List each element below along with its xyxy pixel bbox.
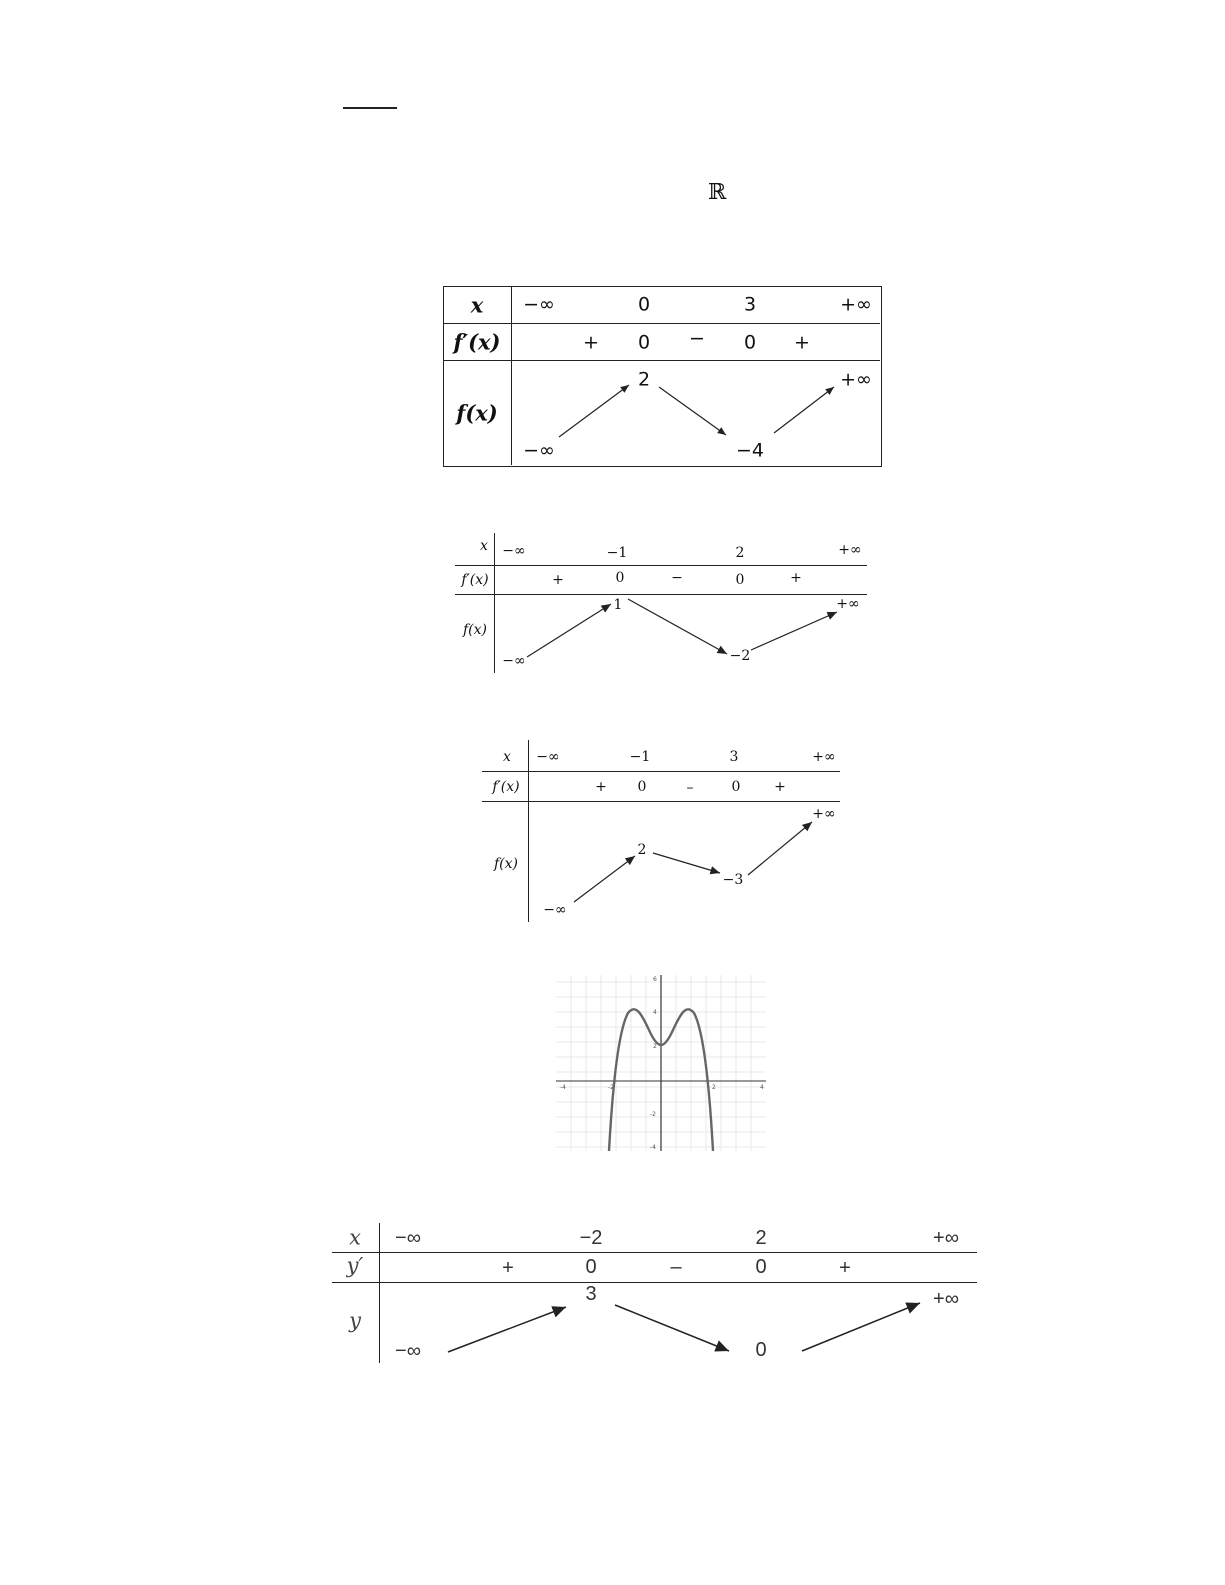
function-value: +∞ [812,806,836,822]
derivative-sign: – [686,780,694,796]
derivative-sign: + [502,1257,514,1279]
x-value: −∞ [502,543,526,559]
derivative-sign: + [774,779,786,795]
derivative-sign: 0 [637,779,647,795]
function-value: −∞ [502,653,526,669]
function-value: +∞ [840,368,872,391]
x-value: −∞ [395,1227,421,1249]
x-value: −1 [606,545,628,561]
y-tick-label: -4 [650,1144,656,1151]
arrow-increasing [748,822,812,875]
function-value: −∞ [523,439,555,462]
y-tick-label: -2 [650,1111,656,1118]
x-value: 3 [743,293,757,316]
row-label-x: x [349,1225,361,1250]
arrow-increasing [527,604,611,657]
y-tick-label: 6 [653,976,657,983]
y-tick-label: 2 [653,1043,657,1050]
arrow-decreasing [659,387,726,435]
row-label-derivative: y′ [346,1253,364,1278]
x-value: −∞ [536,749,560,765]
function-value: 3 [585,1283,597,1305]
variation-arrows [482,740,842,922]
variation-table-2 [455,533,867,673]
row-label-derivative: f′(x) [492,779,520,795]
function-value: −∞ [395,1340,421,1362]
function-value: 0 [755,1339,767,1361]
function-value: 2 [637,842,647,858]
x-value: −∞ [523,293,555,316]
x-tick-label: -4 [560,1084,566,1091]
arrow-increasing [774,387,834,433]
x-value: 2 [735,545,745,561]
function-value: −∞ [543,902,567,918]
derivative-sign: 0 [615,570,625,586]
function-value: −2 [729,648,751,664]
derivative-sign: + [595,779,607,795]
derivative-sign: + [839,1257,851,1279]
row-label-x: x [480,538,488,554]
arrow-increasing [448,1307,566,1352]
variation-table-1 [443,286,882,467]
derivative-sign: − [671,570,683,586]
variation-arrows [444,287,880,465]
variation-arrows [332,1223,977,1363]
x-tick-label: 4 [760,1084,764,1091]
x-value: −2 [579,1227,603,1249]
derivative-sign: 0 [731,779,741,795]
derivative-sign: − [689,327,705,350]
variation-arrows [455,533,867,673]
derivative-sign: + [583,331,599,354]
row-label-function: f(x) [462,622,488,638]
variation-table-4 [332,1223,977,1363]
arrow-increasing [751,612,837,650]
row-label-function: y [349,1308,361,1333]
row-label-function: f(x) [456,400,498,426]
derivative-sign: 0 [735,572,745,588]
y-tick-label: 4 [653,1009,657,1016]
derivative-sign: + [790,570,802,586]
x-tick-label: 2 [712,1084,716,1091]
x-value: +∞ [840,293,872,316]
x-value: 2 [755,1227,767,1249]
function-graph [556,975,766,1151]
row-label-x: x [503,749,511,765]
row-label-derivative: f′(x) [453,329,501,355]
function-value: 2 [637,368,651,391]
arrow-increasing [559,385,629,437]
x-value: 0 [637,293,651,316]
derivative-sign: + [794,331,810,354]
x-value: 3 [729,749,739,765]
arrow-increasing [802,1303,920,1351]
reals-symbol: ℝ [708,180,727,205]
derivative-sign: 0 [743,331,757,354]
heading-underline [343,107,397,109]
graph-canvas [556,975,766,1151]
derivative-sign: – [670,1256,682,1278]
row-label-x: x [470,292,484,318]
row-label-function: f(x) [493,856,519,872]
x-value: +∞ [933,1227,959,1249]
derivative-sign: 0 [585,1256,597,1278]
derivative-sign: 0 [755,1256,767,1278]
function-value: +∞ [933,1288,959,1310]
function-value: −4 [735,439,765,462]
row-label-derivative: f′(x) [461,572,489,588]
derivative-sign: 0 [637,331,651,354]
arrow-decreasing [615,1305,729,1351]
x-value: +∞ [812,749,836,765]
function-value: +∞ [836,596,860,612]
arrow-increasing [574,856,635,902]
x-value: +∞ [838,542,862,558]
derivative-sign: + [552,572,564,588]
function-value: 1 [613,597,623,613]
function-value: −3 [722,872,744,888]
arrow-decreasing [628,599,727,654]
variation-table-3 [482,740,842,922]
x-value: −1 [629,749,651,765]
arrow-decreasing [653,853,720,873]
x-tick-label: -2 [608,1084,614,1091]
